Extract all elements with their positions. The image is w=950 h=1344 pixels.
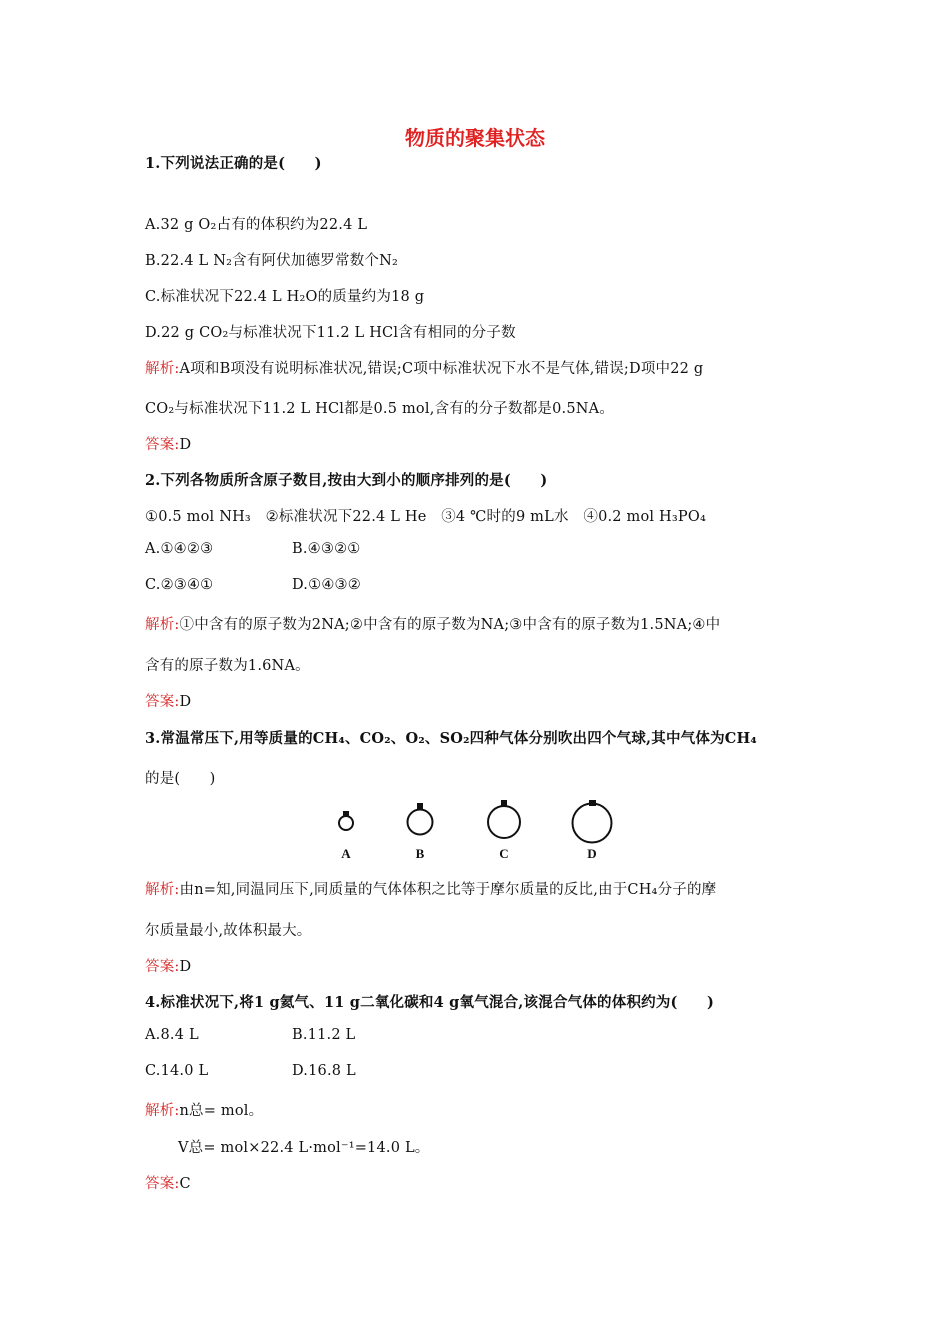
- q2-explanation-line2: 含有的原子数为1.6NA。: [145, 658, 310, 674]
- q4-answer-label: 答案:: [145, 1176, 180, 1192]
- balloon-d: [573, 804, 612, 843]
- balloon-d-label: D: [587, 846, 597, 861]
- q3-answer-value: D: [179, 959, 192, 975]
- q3-explanation-label: 解析:: [145, 882, 180, 898]
- q1-answer-value: D: [179, 437, 192, 453]
- q1-stem: 1.下列说法正确的是( ): [145, 155, 322, 172]
- q1-explanation-text: A项和B项没有说明标准状况,错误;C项中标准状况下水不是气体,错误;D项中22 g: [179, 361, 704, 377]
- q2-option-c: C.②③④①: [145, 577, 214, 593]
- balloon-c: [488, 806, 520, 838]
- q1-explanation-line1: [145, 357, 703, 378]
- q4-answer-value: C: [179, 1176, 191, 1192]
- q4-option-d: D.16.8 L: [292, 1063, 356, 1079]
- balloon-c-knot: [501, 800, 507, 807]
- q2-explanation-label: 解析:: [145, 617, 180, 633]
- q4-option-b: B.11.2 L: [292, 1027, 356, 1043]
- q1-answer: [145, 433, 191, 454]
- balloon-a: [339, 816, 353, 830]
- balloon-c-label: C: [499, 846, 509, 861]
- q1-explanation-label: 解析:: [145, 361, 180, 377]
- q3-explanation-line1: [145, 878, 716, 899]
- q4-stem: 4.标准状况下,将1 g氦气、11 g二氧化碳和4 g氧气混合,该混合气体的体积约为( ): [145, 994, 715, 1011]
- balloon-d-knot: [589, 800, 596, 806]
- q1-option-c: C.标准状况下22.4 L H₂O的质量约为18 g: [145, 289, 425, 305]
- balloon-a-knot: [343, 811, 349, 816]
- document-title: 物质的聚集状态: [405, 126, 545, 150]
- q4-explanation-line2: V总= mol×22.4 L·mol⁻¹=14.0 L。: [178, 1140, 430, 1156]
- q4-option-a: A.8.4 L: [145, 1027, 199, 1043]
- q3-answer-label: 答案:: [145, 959, 180, 975]
- q2-option-a: A.①④②③: [145, 541, 214, 557]
- q1-option-a: A.32 g O₂占有的体积约为22.4 L: [145, 217, 368, 233]
- q4-option-c: C.14.0 L: [145, 1063, 209, 1079]
- q3-stem-line1: 3.常温常压下,用等质量的CH₄、CO₂、O₂、SO₂四种气体分别吹出四个气球,其中气体为CH₄: [145, 730, 757, 747]
- q4-answer: [145, 1172, 191, 1193]
- q1-option-b: B.22.4 L N₂含有阿伏加德罗常数个N₂: [145, 253, 398, 269]
- balloon-b: [408, 810, 433, 835]
- q1-answer-label: 答案:: [145, 437, 180, 453]
- q3-stem-line2: 的是( ): [145, 771, 216, 787]
- q4-explanation-line1: [145, 1099, 263, 1120]
- q2-explanation-line1: [145, 613, 720, 634]
- balloon-b-knot: [417, 803, 423, 810]
- q2-items: ①0.5 mol NH₃ ②标准状况下22.4 L He ③4 ℃时的9 mL水 ④0.2 mol H₃PO₄: [145, 509, 706, 525]
- q4-explanation-label: 解析:: [145, 1103, 180, 1119]
- q2-option-d: D.①④③②: [292, 577, 361, 593]
- balloon-figure: [330, 800, 630, 870]
- q2-stem: 2.下列各物质所含原子数目,按由大到小的顺序排列的是( ): [145, 472, 548, 489]
- q2-answer-label: 答案:: [145, 694, 180, 710]
- q4-explanation-text: n总= mol。: [179, 1103, 264, 1119]
- q2-answer-value: D: [179, 694, 192, 710]
- q2-explanation-text: ①中含有的原子数为2NA;②中含有的原子数为NA;③中含有的原子数为1.5NA;④中: [179, 617, 721, 633]
- q3-explanation-line2: 尔质量最小,故体积最大。: [145, 923, 312, 939]
- q1-explanation-line2: CO₂与标准状况下11.2 L HCl都是0.5 mol,含有的分子数都是0.5NA。: [145, 401, 615, 417]
- q3-answer: [145, 955, 191, 976]
- q2-answer: [145, 690, 191, 711]
- balloon-b-label: B: [415, 846, 425, 861]
- q3-explanation-text: 由n=知,同温同压下,同质量的气体体积之比等于摩尔质量的反比,由于CH₄分子的摩: [179, 882, 717, 898]
- q2-option-b: B.④③②①: [292, 541, 361, 557]
- balloon-a-label: A: [341, 846, 351, 861]
- q1-option-d: D.22 g CO₂与标准状况下11.2 L HCl含有相同的分子数: [145, 325, 516, 341]
